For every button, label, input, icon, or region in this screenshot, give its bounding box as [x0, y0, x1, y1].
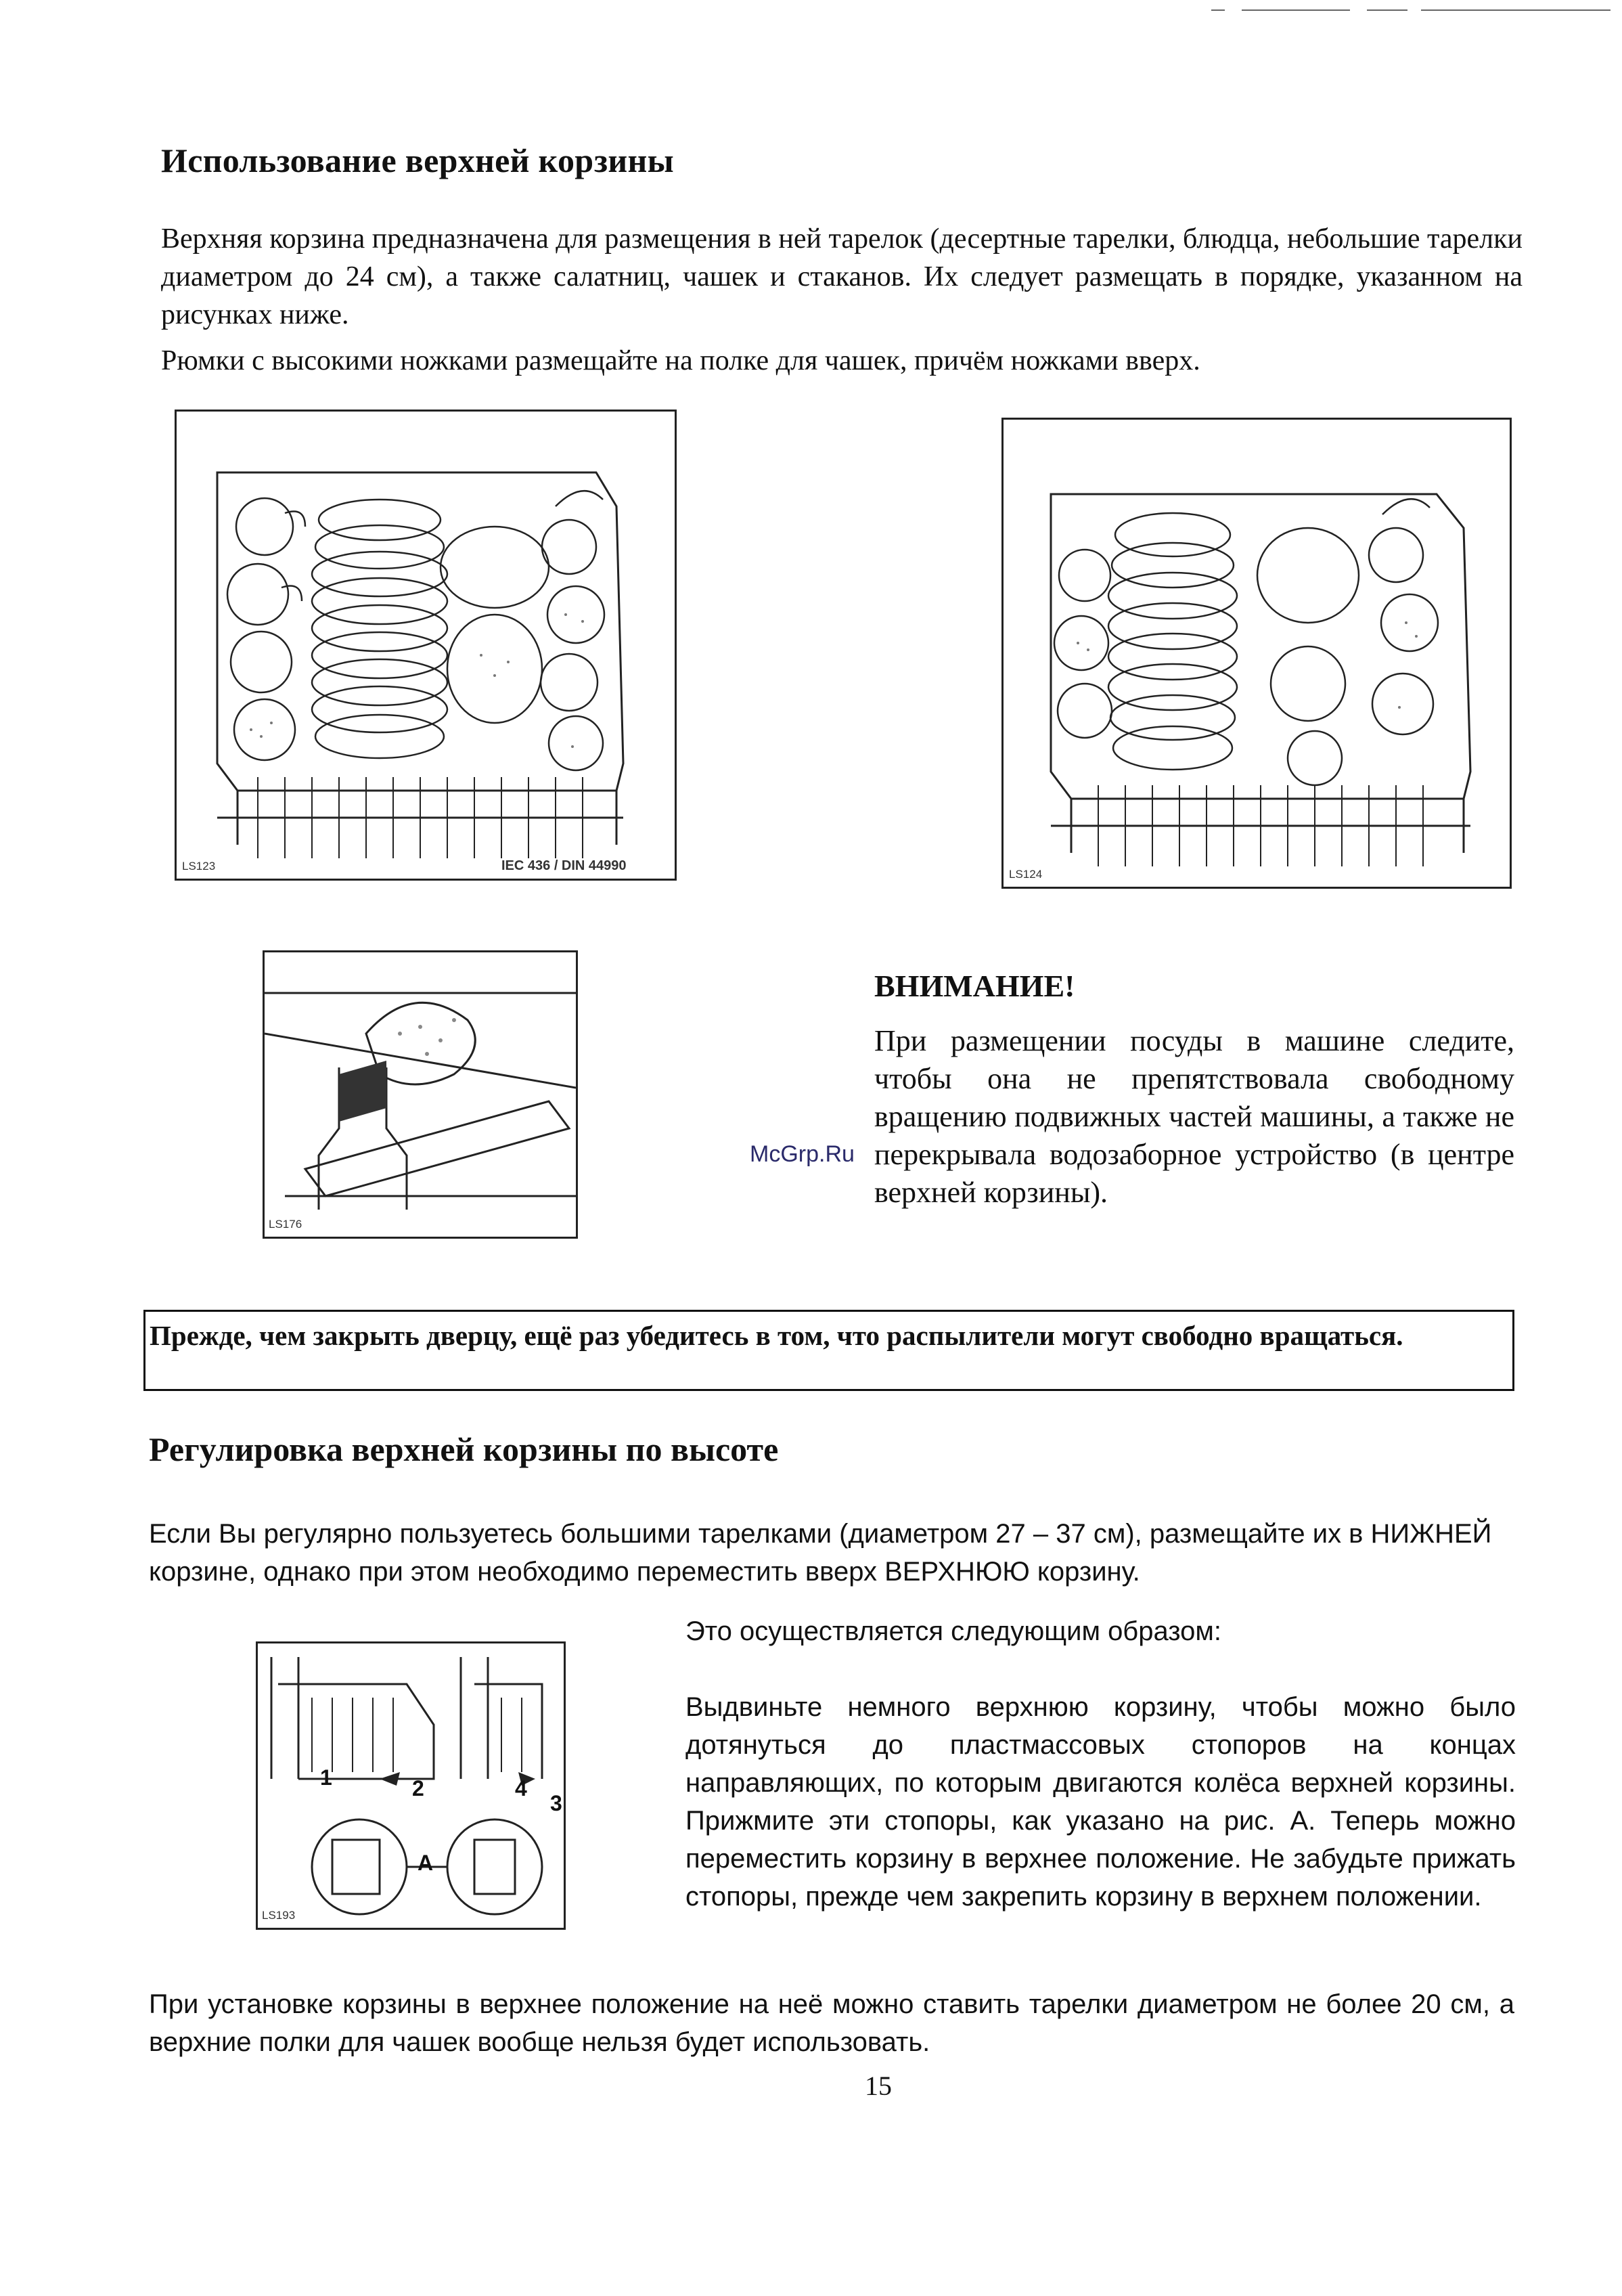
watermark: McGrp.Ru: [750, 1141, 855, 1167]
figure-standard: IEC 436 / DIN 44990: [501, 858, 627, 873]
section1-title: Использование верхней корзины: [161, 141, 674, 179]
figure-code: LS193: [262, 1909, 296, 1922]
section1-paragraph-wineglasses: Рюмки с высокими ножками размещайте на полке для чашек, причём ножками вверх.: [161, 345, 1200, 376]
warning-body: При размещении посуды в машине следите, чтобы она не препятствовала свободному вращению подвижных частей машины, а также не перекрывала водозаборное устройство (в центре верхней корзины).: [874, 1024, 1514, 1209]
adjustment-steps: Выдвиньте немного верхнюю корзину, чтобы можно было дотянуться до пластмассовых стопоров на концах направляющих, по которым двигаются колёса верхней корзины. Прижмите эти стопоры, как указано на рис. А. Теперь можно переместить корзину в верхнее положение. Не забудьте прижать стопоры, прежде чем закрепить корзину в верхнем положении.: [685, 1692, 1516, 1912]
figure-code: LS123: [182, 860, 216, 873]
figure-water-intake: [263, 950, 578, 1239]
callout-1: 1: [320, 1765, 332, 1790]
section2-title: Регулировка верхней корзины по высоте: [149, 1430, 779, 1468]
warning-title: ВНИМАНИЕ!: [874, 969, 1075, 1003]
callout-A: A: [418, 1851, 434, 1875]
figure-code: LS124: [1009, 868, 1043, 881]
basket-illustration-1: [177, 412, 675, 879]
callout-2: 2: [412, 1776, 424, 1801]
adjustment-instructions: [685, 1612, 1516, 1916]
section2-closing-paragraph: При установке корзины в верхнее положение на неё можно ставить тарелки диаметром не более 20 см, а верхние полки для чашек вообще нельзя будет использовать.: [149, 1989, 1514, 2057]
scan-artifact-line: [1421, 9, 1610, 11]
section2-paragraph: Если Вы регулярно пользуетесь большими тарелками (диаметром 27 – 37 см), размещайте их в НИЖНЕЙ корзине, однако при этом необходимо переместить вверх ВЕРХНЮЮ корзину.: [149, 1519, 1492, 1587]
basket-illustration-2: [1004, 420, 1510, 887]
scan-artifact-line: [1242, 9, 1350, 11]
figure-upper-basket-plates: [175, 410, 677, 881]
figure-code: LS176: [269, 1218, 302, 1231]
figure-upper-basket-cups: [1001, 418, 1512, 889]
adjustment-intro: Это осуществляется следующим образом:: [685, 1616, 1222, 1646]
callout-3: 3: [550, 1791, 562, 1815]
scan-artifact-line: [1211, 9, 1225, 11]
scan-artifact-line: [1367, 9, 1407, 11]
notice-box: Прежде, чем закрыть дверцу, ещё раз убедитесь в том, что распылители могут свободно вращаться.: [143, 1310, 1514, 1391]
callout-4: 4: [515, 1776, 527, 1801]
page-number: 15: [865, 2071, 892, 2101]
water-intake-illustration: [265, 952, 576, 1237]
section1-paragraph: Верхняя корзина предназначена для размещения в ней тарелок (десертные тарелки, блюдца, небольшие тарелки диаметром до 24 см), а также салатниц, чашек и стаканов. Их следует размещать в порядке, указанном на рисунках ниже.: [161, 223, 1523, 330]
figure-basket-adjustment: [256, 1641, 566, 1930]
